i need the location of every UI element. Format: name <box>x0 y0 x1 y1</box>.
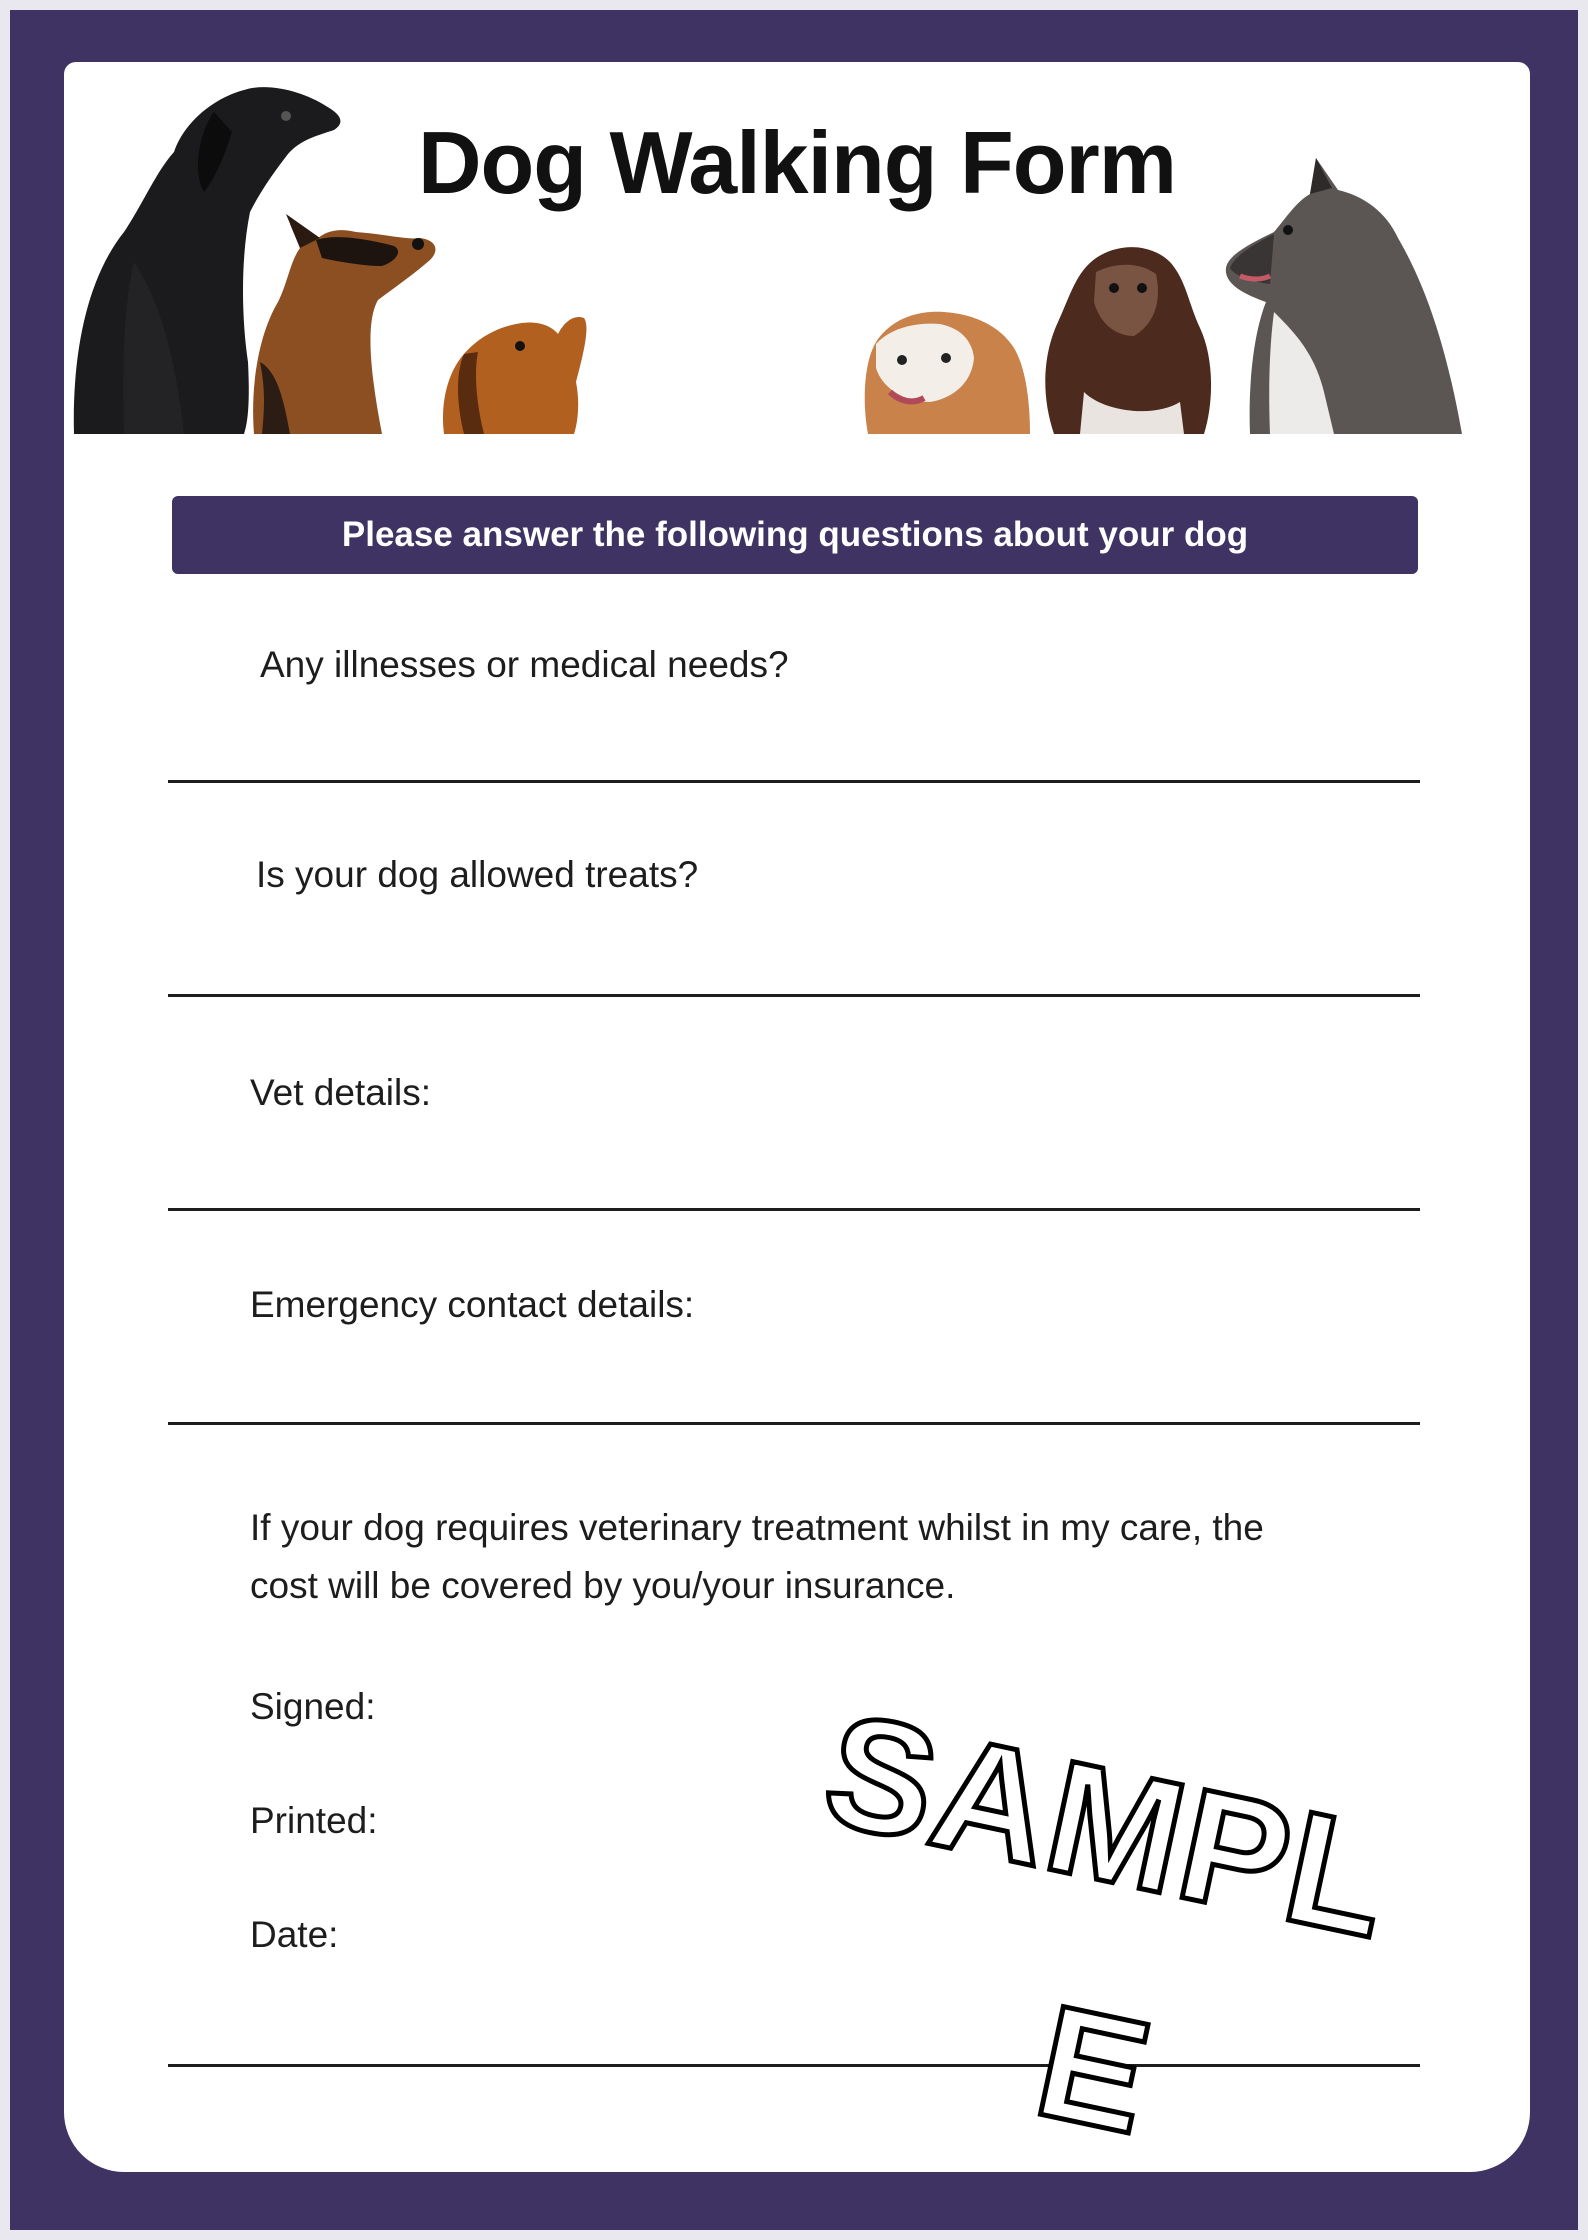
dachshund-image <box>443 317 586 434</box>
printed-label: Printed: <box>250 1800 378 1841</box>
question-medical-needs: Any illnesses or medical needs? <box>260 644 789 685</box>
question-treats: Is your dog allowed treats? <box>256 854 699 895</box>
form-card <box>64 62 1530 2172</box>
signed-label: Signed: <box>250 1686 376 1727</box>
answer-line-vet-details[interactable] <box>168 1208 1420 1211</box>
question-emergency-contact: Emergency contact details: <box>250 1284 695 1325</box>
form-title: Dog Walking Form <box>417 113 1177 212</box>
answer-line-medical-needs[interactable] <box>168 780 1420 783</box>
instructions-banner: Please answer the following questions about your dog <box>172 496 1418 574</box>
date-label: Date: <box>250 1914 339 1955</box>
german-shepherd-image <box>253 214 435 434</box>
veterinary-cost-notice: If your dog requires veterinary treatment whilst in my care, the cost will be covered by you/your insurance. <box>250 1507 1264 1606</box>
answer-line-treats[interactable] <box>168 994 1420 997</box>
spaniel-image <box>1045 247 1211 434</box>
watermark-line-1: SAMPL <box>810 1678 1406 1972</box>
question-vet-details: Vet details: <box>250 1072 432 1113</box>
answer-line-emergency-contact[interactable] <box>168 1422 1420 1425</box>
watermark-line-2: E <box>1022 1970 1165 2168</box>
header-dog-photos <box>64 62 1530 440</box>
signature-line[interactable] <box>168 2064 1420 2067</box>
bulldog-image <box>865 312 1030 434</box>
